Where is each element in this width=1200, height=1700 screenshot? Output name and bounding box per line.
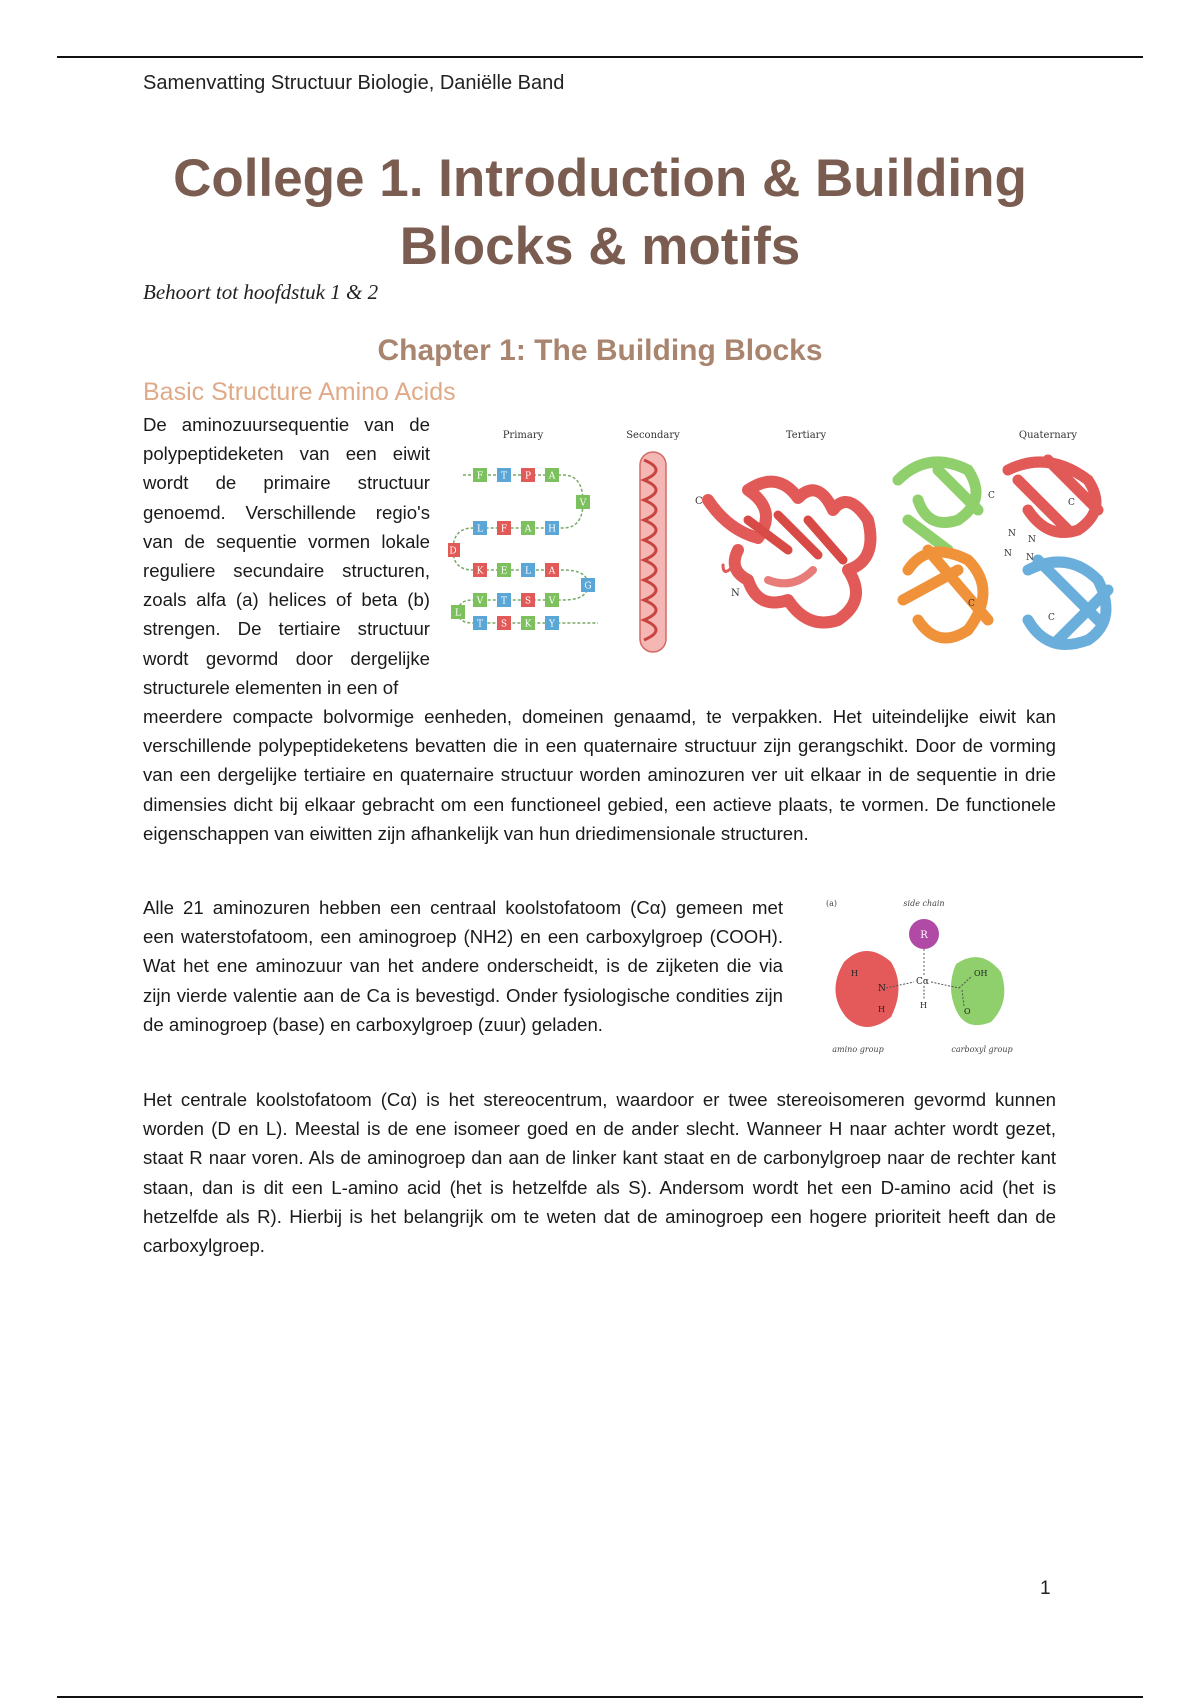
paragraph-1-wrapped: De aminozuursequentie van de polypeptideketen van een eiwit wordt de primaire structuur genoemd. Verschillende regio's van de sequentie vormen lokale reguliere secundaire structuren, zoals alfa (a) helices of beta (b) strengen. De tertiaire structuur wordt gevormd door dergelijke structurele elementen in een of xyxy=(143,414,430,698)
residue-label: T xyxy=(500,471,508,482)
paragraph-2: Alle 21 aminozuren hebben een centraal koolstofatoom (Cα) gemeen met een waterstofatoom, een aminogroep (NH2) en een carboxylgroep (COOH). Wat het ene aminozuur van het andere onderscheidt, is de zijketen die via zijn vierde valentie aan de Ca is bevestigd. Onder fysiologische condities zijn de aminogroep (base) en carboxylgroep (zuur) geladen. xyxy=(143,897,783,1035)
tertiary-structure xyxy=(708,482,871,623)
quat-c-label-4: C xyxy=(1048,613,1055,623)
o-label: O xyxy=(964,1007,971,1016)
r-label: R xyxy=(920,930,928,941)
chapter-heading: Chapter 1: The Building Blocks xyxy=(377,334,823,367)
quat-n-label-3: N xyxy=(1004,549,1012,559)
amino-acid-figure xyxy=(796,892,1058,1060)
turn-residue-label: D xyxy=(449,546,457,557)
tertiary-c-label: C xyxy=(695,496,703,507)
secondary-helix xyxy=(640,452,666,652)
residue-label: T xyxy=(500,596,508,607)
carboxyl-group-label: carboxyl group xyxy=(951,1045,1013,1054)
turn-residue-label: L xyxy=(455,608,461,619)
residue-label: S xyxy=(524,596,532,607)
page-number: 1 xyxy=(1040,1578,1051,1599)
residue-label: A xyxy=(548,471,556,482)
carboxyl-group-blob xyxy=(951,957,1004,1025)
residue-label: A xyxy=(524,524,532,535)
title-line-1: College 1. Introduction & Building xyxy=(173,149,1027,208)
amino-n-label: N xyxy=(878,984,886,994)
quaternary-structure xyxy=(898,460,1108,645)
primary-residues xyxy=(448,468,595,630)
residue-label: L xyxy=(525,566,531,577)
alpha-h-label: H xyxy=(920,1001,927,1010)
residue-label: S xyxy=(500,619,508,630)
section-heading: Basic Structure Amino Acids xyxy=(143,378,456,406)
amino-h2-label: H xyxy=(878,1005,885,1014)
residue-label: A xyxy=(548,566,556,577)
quat-n-label-1: N xyxy=(1008,529,1016,539)
quat-c-label-2: C xyxy=(1068,498,1075,508)
turn-residue-label: G xyxy=(584,581,592,592)
top-rule xyxy=(57,56,1143,58)
running-header: Samenvatting Structuur Biologie, Daniëlle Band xyxy=(143,72,565,94)
residue-label: Y xyxy=(549,619,555,630)
page-title xyxy=(100,145,1100,281)
tertiary-n-label: N xyxy=(731,588,740,599)
residue-label: E xyxy=(500,566,508,577)
residue-label: F xyxy=(476,471,484,482)
residue-label: L xyxy=(477,524,483,535)
residue-label: V xyxy=(476,596,484,607)
residue-label: V xyxy=(548,596,556,607)
paragraph-1-continued: meerdere compacte bolvormige eenheden, domeinen genaamd, te verpakken. Het uiteindelijke eiwit kan verschillende polypeptideketens bevatten die in een quaternaire structuur zijn gerangschikt. Door de vorming van een dergelijke tertiaire en quaternaire structuur worden aminozuren ver uit elkaar in de sequentie in drie dimensies dicht bij elkaar gebracht om een functioneel gebied, een actieve plaats, te vormen. De functionele eigenschappen van eiwitten zijn afhankelijk van hun driedimensionale structuren. xyxy=(143,706,1056,844)
quat-n-label-2: N xyxy=(1028,535,1036,545)
title-line-2: Blocks & motifs xyxy=(399,217,801,276)
residue-label: F xyxy=(500,524,508,535)
bottom-rule xyxy=(57,1696,1143,1698)
quat-c-label-3: C xyxy=(968,599,975,609)
figure-corner-label: (a) xyxy=(826,899,838,908)
turn-residue-label: V xyxy=(579,498,587,509)
residue-label: K xyxy=(524,619,532,630)
label-tertiary: Tertiary xyxy=(785,430,827,441)
quat-n-label-4: N xyxy=(1026,553,1034,563)
oh-label: OH xyxy=(974,969,988,978)
residue-label: K xyxy=(476,566,484,577)
residue-label: T xyxy=(476,619,484,630)
label-quaternary: Quaternary xyxy=(1018,430,1078,441)
paragraph-3: Het centrale koolstofatoom (Cα) is het stereocentrum, waardoor er twee stereoisomeren gevormd kunnen worden (D en L). Meestal is de ene isomeer goed en de ander slecht. Wanneer H naar achter wordt gezet, staat R naar voren. Als de aminogroep dan aan de linker kant staat en de carbonylgroep naar de rechter kant staan, dan is dit een L-amino acid (het is hetzelfde als S). Andersom wordt het een D-amino acid (het is hetzelfde als R). Hierbij is het belangrijk om te weten dat de aminogroep een hogere prioriteit heeft dan de carboxylgroep. xyxy=(143,1089,1056,1257)
amino-h-label: H xyxy=(851,969,858,978)
residue-label: H xyxy=(548,524,556,535)
amino-group-blob xyxy=(835,951,898,1027)
protein-structure-figure xyxy=(448,420,1138,690)
amino-group-label: amino group xyxy=(832,1045,884,1054)
subtitle: Behoort tot hoofdstuk 1 & 2 xyxy=(143,280,379,304)
quat-c-label-1: C xyxy=(988,491,995,501)
side-chain-label: side chain xyxy=(903,899,945,908)
alpha-carbon-label: Cα xyxy=(916,977,929,987)
label-primary: Primary xyxy=(502,430,544,441)
residue-label: P xyxy=(524,471,532,482)
label-secondary: Secondary xyxy=(626,430,680,441)
